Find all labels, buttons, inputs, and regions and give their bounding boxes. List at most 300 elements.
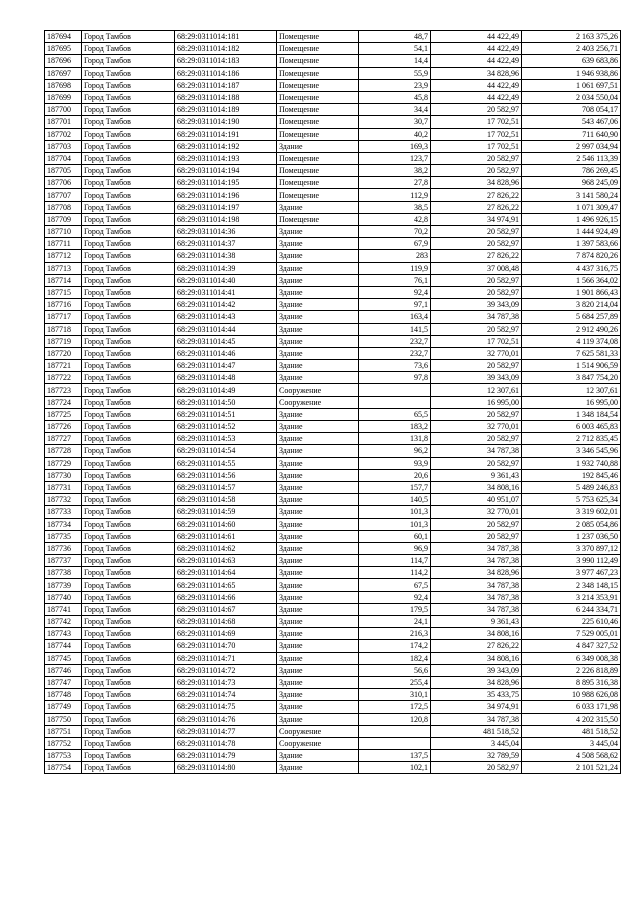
cadastral-number-cell: 68:29:0311014:186 [175, 67, 277, 79]
cadastral-number-cell: 68:29:0311014:46 [175, 347, 277, 359]
table-row [45, 433, 621, 445]
specific-value-cell: 34 787,38 [431, 555, 522, 567]
object-type-cell: Помещение [277, 213, 359, 225]
specific-value-cell: 17 702,51 [431, 116, 522, 128]
area-cell [359, 384, 431, 396]
table-row [45, 116, 621, 128]
cadastral-number-cell: 68:29:0311014:49 [175, 384, 277, 396]
object-type-cell: Здание [277, 762, 359, 774]
specific-value-cell: 34 787,38 [431, 445, 522, 457]
municipality-cell: Город Тамбов [82, 725, 175, 737]
row-number-cell: 187751 [45, 725, 82, 737]
cadastral-value-cell: 1 061 697,51 [522, 79, 621, 91]
row-number-cell: 187745 [45, 652, 82, 664]
cadastral-number-cell: 68:29:0311014:48 [175, 372, 277, 384]
row-number-cell: 187694 [45, 31, 82, 43]
municipality-cell: Город Тамбов [82, 664, 175, 676]
object-type-cell: Здание [277, 567, 359, 579]
cadastral-number-cell: 68:29:0311014:79 [175, 750, 277, 762]
cadastral-number-cell: 68:29:0311014:198 [175, 213, 277, 225]
cadastral-value-cell: 1 237 036,50 [522, 530, 621, 542]
cadastral-number-cell: 68:29:0311014:188 [175, 91, 277, 103]
area-cell: 55,9 [359, 67, 431, 79]
cadastral-value-cell: 2 912 490,26 [522, 323, 621, 335]
cadastral-number-cell: 68:29:0311014:53 [175, 433, 277, 445]
cadastral-number-cell: 68:29:0311014:57 [175, 481, 277, 493]
area-cell: 97,1 [359, 299, 431, 311]
municipality-cell: Город Тамбов [82, 494, 175, 506]
municipality-cell: Город Тамбов [82, 591, 175, 603]
row-number-cell: 187743 [45, 628, 82, 640]
specific-value-cell: 44 422,49 [431, 55, 522, 67]
table-row [45, 396, 621, 408]
object-type-cell: Здание [277, 286, 359, 298]
cadastral-number-cell: 68:29:0311014:42 [175, 299, 277, 311]
area-cell: 65,5 [359, 408, 431, 420]
row-number-cell: 187727 [45, 433, 82, 445]
cadastral-value-cell: 3 990 112,49 [522, 555, 621, 567]
municipality-cell: Город Тамбов [82, 116, 175, 128]
cadastral-number-cell: 68:29:0311014:80 [175, 762, 277, 774]
specific-value-cell: 20 582,97 [431, 762, 522, 774]
row-number-cell: 187746 [45, 664, 82, 676]
row-number-cell: 187723 [45, 384, 82, 396]
specific-value-cell: 12 307,61 [431, 384, 522, 396]
object-type-cell: Здание [277, 481, 359, 493]
municipality-cell: Город Тамбов [82, 737, 175, 749]
cadastral-value-cell: 7 529 005,01 [522, 628, 621, 640]
specific-value-cell: 17 702,51 [431, 140, 522, 152]
object-type-cell: Помещение [277, 31, 359, 43]
specific-value-cell: 20 582,97 [431, 518, 522, 530]
table-row [45, 616, 621, 628]
area-cell: 30,7 [359, 116, 431, 128]
area-cell: 76,1 [359, 274, 431, 286]
table-row [45, 555, 621, 567]
municipality-cell: Город Тамбов [82, 433, 175, 445]
object-type-cell: Здание [277, 494, 359, 506]
specific-value-cell: 9 361,43 [431, 616, 522, 628]
area-cell: 216,3 [359, 628, 431, 640]
row-number-cell: 187707 [45, 189, 82, 201]
specific-value-cell: 39 343,09 [431, 372, 522, 384]
specific-value-cell: 9 361,43 [431, 469, 522, 481]
row-number-cell: 187708 [45, 201, 82, 213]
row-number-cell: 187740 [45, 591, 82, 603]
area-cell: 45,8 [359, 91, 431, 103]
table-row [45, 360, 621, 372]
municipality-cell: Город Тамбов [82, 104, 175, 116]
object-type-cell: Сооружение [277, 396, 359, 408]
municipality-cell: Город Тамбов [82, 201, 175, 213]
object-type-cell: Здание [277, 616, 359, 628]
cadastral-value-cell: 2 403 256,71 [522, 43, 621, 55]
cadastral-number-cell: 68:29:0311014:56 [175, 469, 277, 481]
area-cell: 96,2 [359, 445, 431, 457]
cadastral-number-cell: 68:29:0311014:59 [175, 506, 277, 518]
area-cell: 141,5 [359, 323, 431, 335]
table-row [45, 481, 621, 493]
municipality-cell: Город Тамбов [82, 701, 175, 713]
table-row [45, 274, 621, 286]
object-type-cell: Здание [277, 628, 359, 640]
cadastral-number-cell: 68:29:0311014:61 [175, 530, 277, 542]
area-cell: 92,4 [359, 286, 431, 298]
municipality-cell: Город Тамбов [82, 506, 175, 518]
cadastral-number-cell: 68:29:0311014:197 [175, 201, 277, 213]
row-number-cell: 187714 [45, 274, 82, 286]
area-cell: 114,2 [359, 567, 431, 579]
row-number-cell: 187747 [45, 676, 82, 688]
table-row [45, 506, 621, 518]
table-row [45, 737, 621, 749]
row-number-cell: 187730 [45, 469, 82, 481]
table-row [45, 408, 621, 420]
cadastral-value-cell: 5 753 625,34 [522, 494, 621, 506]
cadastral-number-cell: 68:29:0311014:55 [175, 457, 277, 469]
area-cell: 310,1 [359, 689, 431, 701]
cadastral-value-cell: 1 348 184,54 [522, 408, 621, 420]
specific-value-cell: 35 433,75 [431, 689, 522, 701]
cadastral-number-cell: 68:29:0311014:39 [175, 262, 277, 274]
row-number-cell: 187749 [45, 701, 82, 713]
municipality-cell: Город Тамбов [82, 91, 175, 103]
object-type-cell: Здание [277, 664, 359, 676]
object-type-cell: Помещение [277, 128, 359, 140]
row-number-cell: 187704 [45, 152, 82, 164]
row-number-cell: 187705 [45, 165, 82, 177]
municipality-cell: Город Тамбов [82, 31, 175, 43]
area-cell [359, 737, 431, 749]
specific-value-cell: 27 826,22 [431, 250, 522, 262]
row-number-cell: 187701 [45, 116, 82, 128]
municipality-cell: Город Тамбов [82, 311, 175, 323]
specific-value-cell: 27 826,22 [431, 640, 522, 652]
cadastral-value-cell: 7 625 581,33 [522, 347, 621, 359]
object-type-cell: Здание [277, 299, 359, 311]
row-number-cell: 187732 [45, 494, 82, 506]
municipality-cell: Город Тамбов [82, 530, 175, 542]
cadastral-value-cell: 192 845,46 [522, 469, 621, 481]
area-cell: 24,1 [359, 616, 431, 628]
cadastral-value-cell: 1 444 924,49 [522, 226, 621, 238]
row-number-cell: 187702 [45, 128, 82, 140]
municipality-cell: Город Тамбов [82, 262, 175, 274]
cadastral-number-cell: 68:29:0311014:65 [175, 579, 277, 591]
cadastral-value-cell: 3 141 580,24 [522, 189, 621, 201]
object-type-cell: Здание [277, 506, 359, 518]
cadastral-value-cell: 481 518,52 [522, 725, 621, 737]
specific-value-cell: 27 826,22 [431, 201, 522, 213]
row-number-cell: 187697 [45, 67, 82, 79]
row-number-cell: 187728 [45, 445, 82, 457]
object-type-cell: Сооружение [277, 737, 359, 749]
table-row [45, 725, 621, 737]
cadastral-number-cell: 68:29:0311014:47 [175, 360, 277, 372]
cadastral-number-cell: 68:29:0311014:67 [175, 603, 277, 615]
cadastral-number-cell: 68:29:0311014:75 [175, 701, 277, 713]
area-cell: 101,3 [359, 518, 431, 530]
object-type-cell: Здание [277, 591, 359, 603]
cadastral-number-cell: 68:29:0311014:60 [175, 518, 277, 530]
cadastral-value-cell: 3 820 214,04 [522, 299, 621, 311]
cadastral-value-cell: 4 508 568,62 [522, 750, 621, 762]
object-type-cell: Здание [277, 445, 359, 457]
municipality-cell: Город Тамбов [82, 79, 175, 91]
table-row [45, 652, 621, 664]
specific-value-cell: 32 789,59 [431, 750, 522, 762]
cadastral-value-cell: 5 684 257,89 [522, 311, 621, 323]
object-type-cell: Здание [277, 750, 359, 762]
municipality-cell: Город Тамбов [82, 579, 175, 591]
cadastral-value-cell: 786 269,45 [522, 165, 621, 177]
area-cell: 123,7 [359, 152, 431, 164]
specific-value-cell: 3 445,04 [431, 737, 522, 749]
specific-value-cell: 20 582,97 [431, 433, 522, 445]
table-row [45, 372, 621, 384]
municipality-cell: Город Тамбов [82, 250, 175, 262]
municipality-cell: Город Тамбов [82, 238, 175, 250]
area-cell: 182,4 [359, 652, 431, 664]
area-cell: 54,1 [359, 43, 431, 55]
object-type-cell: Здание [277, 226, 359, 238]
table-row [45, 457, 621, 469]
cadastral-value-cell: 1 932 740,88 [522, 457, 621, 469]
cadastral-value-cell: 16 995,00 [522, 396, 621, 408]
area-cell [359, 725, 431, 737]
specific-value-cell: 20 582,97 [431, 530, 522, 542]
cadastral-number-cell: 68:29:0311014:77 [175, 725, 277, 737]
municipality-cell: Город Тамбов [82, 652, 175, 664]
specific-value-cell: 16 995,00 [431, 396, 522, 408]
area-cell: 283 [359, 250, 431, 262]
cadastral-number-cell: 68:29:0311014:69 [175, 628, 277, 640]
cadastral-number-cell: 68:29:0311014:76 [175, 713, 277, 725]
table-row [45, 335, 621, 347]
municipality-cell: Город Тамбов [82, 567, 175, 579]
row-number-cell: 187731 [45, 481, 82, 493]
cadastral-value-cell: 3 445,04 [522, 737, 621, 749]
municipality-cell: Город Тамбов [82, 750, 175, 762]
specific-value-cell: 34 828,96 [431, 67, 522, 79]
cadastral-value-cell: 4 202 315,50 [522, 713, 621, 725]
area-cell: 60,1 [359, 530, 431, 542]
cadastral-value-cell: 1 514 906,59 [522, 360, 621, 372]
object-type-cell: Здание [277, 555, 359, 567]
table-row [45, 262, 621, 274]
specific-value-cell: 34 787,38 [431, 311, 522, 323]
area-cell: 67,5 [359, 579, 431, 591]
row-number-cell: 187748 [45, 689, 82, 701]
row-number-cell: 187712 [45, 250, 82, 262]
row-number-cell: 187739 [45, 579, 82, 591]
object-type-cell: Здание [277, 360, 359, 372]
table-row [45, 226, 621, 238]
object-type-cell: Здание [277, 335, 359, 347]
table-row [45, 518, 621, 530]
specific-value-cell: 34 787,38 [431, 603, 522, 615]
area-cell: 20,6 [359, 469, 431, 481]
cadastral-number-cell: 68:29:0311014:44 [175, 323, 277, 335]
object-type-cell: Здание [277, 433, 359, 445]
object-type-cell: Здание [277, 140, 359, 152]
table-row [45, 567, 621, 579]
row-number-cell: 187733 [45, 506, 82, 518]
area-cell: 112,9 [359, 189, 431, 201]
cadastral-value-cell: 4 119 374,08 [522, 335, 621, 347]
table-row [45, 384, 621, 396]
cadastral-value-cell: 1 397 583,66 [522, 238, 621, 250]
object-type-cell: Здание [277, 579, 359, 591]
municipality-cell: Город Тамбов [82, 286, 175, 298]
table-row [45, 701, 621, 713]
area-cell: 38,2 [359, 165, 431, 177]
row-number-cell: 187752 [45, 737, 82, 749]
municipality-cell: Город Тамбов [82, 55, 175, 67]
area-cell: 114,7 [359, 555, 431, 567]
area-cell: 70,2 [359, 226, 431, 238]
cadastral-number-cell: 68:29:0311014:70 [175, 640, 277, 652]
cadastral-number-cell: 68:29:0311014:45 [175, 335, 277, 347]
cadastral-value-cell: 4 847 327,52 [522, 640, 621, 652]
cadastral-number-cell: 68:29:0311014:54 [175, 445, 277, 457]
area-cell: 137,5 [359, 750, 431, 762]
cadastral-value-cell: 2 997 034,94 [522, 140, 621, 152]
specific-value-cell: 34 828,96 [431, 177, 522, 189]
cadastral-number-cell: 68:29:0311014:52 [175, 421, 277, 433]
cadastral-value-cell: 3 214 353,91 [522, 591, 621, 603]
municipality-cell: Город Тамбов [82, 384, 175, 396]
area-cell: 183,2 [359, 421, 431, 433]
table-row [45, 128, 621, 140]
specific-value-cell: 20 582,97 [431, 238, 522, 250]
cadastral-value-cell: 543 467,06 [522, 116, 621, 128]
cadastral-number-cell: 68:29:0311014:66 [175, 591, 277, 603]
table-row [45, 469, 621, 481]
specific-value-cell: 20 582,97 [431, 360, 522, 372]
specific-value-cell: 17 702,51 [431, 335, 522, 347]
object-type-cell: Помещение [277, 67, 359, 79]
cadastral-number-cell: 68:29:0311014:74 [175, 689, 277, 701]
cadastral-value-cell: 1 946 938,86 [522, 67, 621, 79]
cadastral-value-cell: 2 348 148,15 [522, 579, 621, 591]
area-cell: 232,7 [359, 347, 431, 359]
object-type-cell: Здание [277, 603, 359, 615]
object-type-cell: Здание [277, 408, 359, 420]
specific-value-cell: 34 828,96 [431, 676, 522, 688]
cadastral-number-cell: 68:29:0311014:190 [175, 116, 277, 128]
row-number-cell: 187729 [45, 457, 82, 469]
cadastral-number-cell: 68:29:0311014:37 [175, 238, 277, 250]
table-row [45, 55, 621, 67]
municipality-cell: Город Тамбов [82, 445, 175, 457]
cadastral-value-cell: 2 085 054,86 [522, 518, 621, 530]
cadastral-value-cell: 3 977 467,23 [522, 567, 621, 579]
table-row [45, 286, 621, 298]
municipality-cell: Город Тамбов [82, 603, 175, 615]
municipality-cell: Город Тамбов [82, 408, 175, 420]
cadastral-number-cell: 68:29:0311014:68 [175, 616, 277, 628]
object-type-cell: Помещение [277, 104, 359, 116]
cadastral-number-cell: 68:29:0311014:73 [175, 676, 277, 688]
specific-value-cell: 20 582,97 [431, 165, 522, 177]
object-type-cell: Помещение [277, 91, 359, 103]
area-cell: 56,6 [359, 664, 431, 676]
cadastral-value-cell: 2 101 521,24 [522, 762, 621, 774]
specific-value-cell: 39 343,09 [431, 664, 522, 676]
object-type-cell: Здание [277, 542, 359, 554]
table-row [45, 542, 621, 554]
municipality-cell: Город Тамбов [82, 469, 175, 481]
cadastral-value-cell: 1 496 926,15 [522, 213, 621, 225]
cadastral-value-cell: 708 054,17 [522, 104, 621, 116]
specific-value-cell: 481 518,52 [431, 725, 522, 737]
table-row [45, 640, 621, 652]
row-number-cell: 187724 [45, 396, 82, 408]
table-row [45, 664, 621, 676]
municipality-cell: Город Тамбов [82, 689, 175, 701]
row-number-cell: 187716 [45, 299, 82, 311]
area-cell: 40,2 [359, 128, 431, 140]
table-row [45, 91, 621, 103]
table-row [45, 31, 621, 43]
row-number-cell: 187698 [45, 79, 82, 91]
object-type-cell: Здание [277, 250, 359, 262]
area-cell: 38,5 [359, 201, 431, 213]
cadastral-value-cell: 2 712 835,45 [522, 433, 621, 445]
municipality-cell: Город Тамбов [82, 555, 175, 567]
object-type-cell: Здание [277, 518, 359, 530]
object-type-cell: Помещение [277, 189, 359, 201]
object-type-cell: Здание [277, 640, 359, 652]
object-type-cell: Здание [277, 652, 359, 664]
area-cell: 179,5 [359, 603, 431, 615]
area-cell: 157,7 [359, 481, 431, 493]
area-cell: 48,7 [359, 31, 431, 43]
specific-value-cell: 17 702,51 [431, 128, 522, 140]
table-row [45, 323, 621, 335]
table-row [45, 250, 621, 262]
cadastral-value-cell: 711 640,90 [522, 128, 621, 140]
area-cell: 34,4 [359, 104, 431, 116]
row-number-cell: 187719 [45, 335, 82, 347]
cadastral-number-cell: 68:29:0311014:78 [175, 737, 277, 749]
row-number-cell: 187754 [45, 762, 82, 774]
table-row [45, 628, 621, 640]
cadastral-number-cell: 68:29:0311014:38 [175, 250, 277, 262]
area-cell: 92,4 [359, 591, 431, 603]
area-cell: 140,5 [359, 494, 431, 506]
specific-value-cell: 34 828,96 [431, 567, 522, 579]
cadastral-number-cell: 68:29:0311014:187 [175, 79, 277, 91]
object-type-cell: Здание [277, 676, 359, 688]
specific-value-cell: 20 582,97 [431, 408, 522, 420]
cadastral-number-cell: 68:29:0311014:181 [175, 31, 277, 43]
table-row [45, 67, 621, 79]
row-number-cell: 187713 [45, 262, 82, 274]
area-cell: 120,8 [359, 713, 431, 725]
area-cell: 131,8 [359, 433, 431, 445]
municipality-cell: Город Тамбов [82, 762, 175, 774]
table-row [45, 104, 621, 116]
cadastral-number-cell: 68:29:0311014:192 [175, 140, 277, 152]
row-number-cell: 187736 [45, 542, 82, 554]
row-number-cell: 187753 [45, 750, 82, 762]
object-type-cell: Помещение [277, 165, 359, 177]
cadastral-number-cell: 68:29:0311014:36 [175, 226, 277, 238]
cadastral-number-cell: 68:29:0311014:63 [175, 555, 277, 567]
cadastral-value-table [44, 30, 621, 774]
